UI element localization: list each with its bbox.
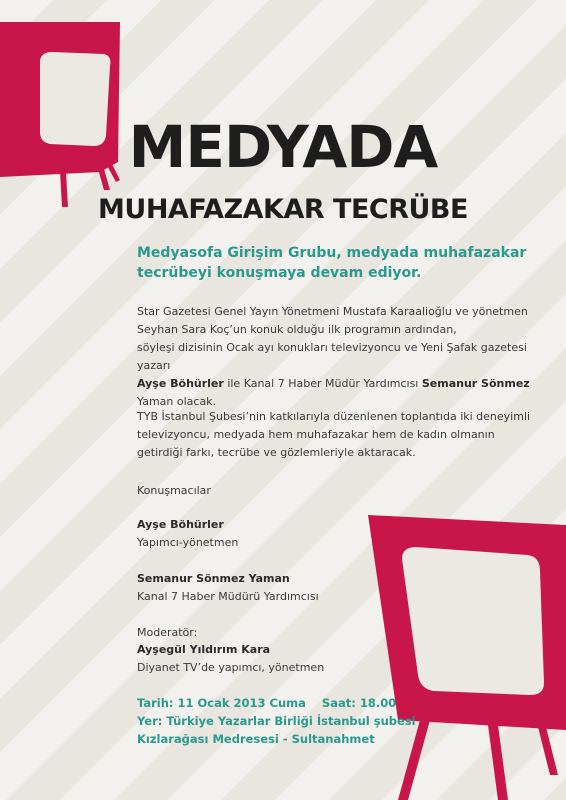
- speakers-heading: Konuşmacılar: [137, 484, 211, 497]
- event-date-time: [137, 694, 396, 712]
- lead-text: Medyasofa Girişim Grubu, medyada muhafazakar tecrübeyi konuşmaya devam ediyor.: [137, 245, 527, 281]
- event-place-line-1: Yer: Türkiye Yazarlar Birliği İstanbul şubesi: [137, 714, 416, 728]
- paragraph-1-line-1: Star Gazetesi Genel Yayın Yönetmeni Mustafa Karaalioğlu ve yönetmen: [137, 305, 528, 318]
- paragraph-1-line-3: söyleşi dizisinin Ocak ayı konukları televizyoncu ve Yeni Şafak gazetesi yazarı: [137, 341, 527, 372]
- speaker-2-role: Kanal 7 Haber Müdürü Yardımcısı: [137, 590, 319, 603]
- tv-illustration-left: [0, 22, 120, 207]
- speaker-1-role: Yapımcı-yönetmen: [137, 536, 239, 549]
- speaker-2-name: Semanur Sönmez Yaman: [137, 572, 290, 585]
- moderator-name: Ayşegül Yıldırım Kara: [137, 643, 271, 656]
- moderator-label: Moderatör:: [137, 626, 198, 639]
- paragraph-1: [137, 303, 537, 411]
- paragraph-1-mid: ile Kanal 7 Haber Müdür Yardımcısı: [223, 377, 422, 390]
- event-place-line-2: Kızlarağası Medresesi - Sultanahmet: [137, 732, 375, 746]
- paragraph-1-line-4: [137, 375, 537, 411]
- guest-name-2: Semanur Sönmez: [421, 377, 530, 390]
- moderator-role: Diyanet TV’de yapımcı, yönetmen: [137, 661, 325, 674]
- guest-name-1: Ayşe Böhürler: [137, 377, 224, 390]
- event-date: Tarih: 11 Ocak 2013 Cuma: [137, 696, 306, 710]
- paragraph-1-end: Yaman olacak.: [137, 395, 217, 408]
- paragraph-1-line-2: Seyhan Sara Koç’un konuk olduğu ilk programın ardından,: [137, 323, 457, 336]
- page-title: MEDYADA: [128, 113, 438, 181]
- page-subtitle: MUHAFAZAKAR TECRÜBE: [98, 194, 468, 225]
- event-time: Saat: 18.00: [321, 696, 397, 710]
- speaker-1-name: Ayşe Böhürler: [137, 518, 224, 531]
- paragraph-2: TYB İstanbul Şubesi’nin katkılarıyla düzenlenen toplantıda iki deneyimli televizyoncu, medyada hem muhafazakar hem de kadın olmanın getirdiği farkı, tecrübe ve gözlemleriyle aktaracak.: [137, 410, 531, 459]
- tv-illustration-right: [368, 515, 566, 800]
